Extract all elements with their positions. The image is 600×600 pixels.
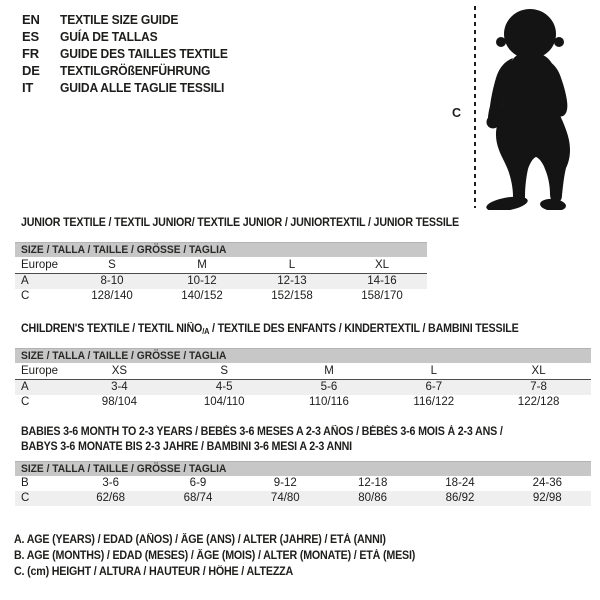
size-cell: XS xyxy=(111,365,128,377)
value-cell: 18-24 xyxy=(445,477,475,489)
footnote-a xyxy=(14,532,445,548)
value-cell: 116/122 xyxy=(413,396,455,408)
value-cell: 3-6 xyxy=(102,477,119,489)
value-cell: 6-7 xyxy=(425,381,443,393)
row-label: C xyxy=(21,396,30,408)
value-cell: 14-16 xyxy=(367,275,397,287)
size-cell: XL xyxy=(531,365,546,377)
babies-title-line1: BABIES 3-6 MONTH TO 2-3 YEARS / BEBÉS 3-6 MESES A 2-3 AÑOS / BÉBÉS 3-6 MOIS À 2-3 ANS / xyxy=(21,426,503,438)
value-cell: 86/92 xyxy=(445,492,475,504)
lang-code: EN xyxy=(22,12,40,27)
value-cell: 92/98 xyxy=(532,492,562,504)
value-cell: 12-18 xyxy=(357,477,388,489)
value-cell: 10-12 xyxy=(187,275,217,287)
value-cell: 6-9 xyxy=(189,477,207,489)
value-cell: 80/86 xyxy=(358,492,388,504)
junior-size-table xyxy=(15,242,427,304)
children-title-text xyxy=(21,323,519,336)
lang-title: GUIDA ALLE TAGLIE TESSILI xyxy=(60,80,225,95)
children-section-title xyxy=(21,323,556,336)
value-cell: 7-8 xyxy=(530,381,547,393)
children-title-sub: /A xyxy=(202,327,210,336)
size-header-text: SIZE / TALLA / TAILLE / GRÖSSE / TAGLIA xyxy=(21,244,227,256)
table-row xyxy=(15,395,591,410)
size-header-text: SIZE / TALLA / TAILLE / GRÖSSE / TAGLIA xyxy=(21,350,227,362)
value-cell: 68/74 xyxy=(183,492,213,504)
lang-row-de xyxy=(22,62,240,79)
lang-title: GUÍA DE TALLAS xyxy=(60,29,158,44)
row-label: A xyxy=(21,381,29,393)
babies-size-table xyxy=(15,461,591,506)
value-cell: 74/80 xyxy=(270,492,300,504)
table-row xyxy=(15,274,427,289)
footnote-c-text: C. (cm) HEIGHT / ALTURA / HAUTEUR / HÖHE / ALTEZZA xyxy=(14,566,294,578)
row-label: Europe xyxy=(21,365,59,377)
footnotes xyxy=(14,532,445,580)
value-cell: 104/110 xyxy=(203,396,245,408)
table-row xyxy=(15,257,427,274)
lang-row-fr xyxy=(22,45,240,62)
size-cell: S xyxy=(220,365,229,377)
value-cell: 62/68 xyxy=(96,492,126,504)
row-label: B xyxy=(21,477,29,489)
table-row xyxy=(15,289,427,304)
size-cell: L xyxy=(288,259,296,271)
value-cell: 152/158 xyxy=(271,290,313,302)
table-row xyxy=(15,476,591,491)
value-cell: 98/104 xyxy=(101,396,137,408)
row-label: C xyxy=(21,492,30,504)
lang-code: IT xyxy=(22,80,34,95)
size-cell: M xyxy=(324,365,334,377)
height-dashed-line xyxy=(474,6,476,208)
row-label: C xyxy=(21,290,30,302)
lang-code: FR xyxy=(22,46,39,61)
lang-row-it xyxy=(22,79,240,96)
value-cell: 8-10 xyxy=(100,275,124,287)
lang-row-en xyxy=(22,11,240,28)
language-title-list xyxy=(22,11,240,96)
value-cell: 128/140 xyxy=(91,290,133,302)
footnote-b-text: B. AGE (MONTHS) / EDAD (MESES) / ÂGE (MOIS) / ALTER (MONATE) / ETÀ (MESI) xyxy=(14,550,416,562)
size-cell: L xyxy=(430,365,437,377)
value-cell: 122/128 xyxy=(517,396,560,408)
lang-row-es xyxy=(22,28,240,45)
footnote-c xyxy=(14,564,445,580)
value-cell: 9-12 xyxy=(273,477,297,489)
toddler-silhouette xyxy=(483,6,575,210)
row-label: Europe xyxy=(21,259,59,271)
lang-title: GUIDE DES TAILLES TEXTILE xyxy=(60,46,228,61)
lang-code: ES xyxy=(22,29,39,44)
babies-title-line2: BABYS 3-6 MONATE BIS 2-3 JAHRE / BAMBINI 3-6 MESI A 2-3 ANNI xyxy=(21,441,352,453)
table-row xyxy=(15,491,591,506)
footnote-a-text: A. AGE (YEARS) / EDAD (AÑOS) / ÂGE (ANS) / ALTER (JAHRE) / ETÀ (ANNI) xyxy=(14,534,386,546)
row-label: A xyxy=(21,275,29,287)
size-header-bar xyxy=(15,242,427,257)
size-header-bar xyxy=(15,461,591,476)
value-cell: 140/152 xyxy=(181,290,223,302)
height-marker-label: C xyxy=(452,106,462,120)
lang-title: TEXTILGRÖßENFÜHRUNG xyxy=(60,63,211,78)
table-row xyxy=(15,363,591,380)
value-cell: 24-36 xyxy=(532,477,563,489)
footnote-b xyxy=(14,548,445,564)
lang-code: DE xyxy=(22,63,40,78)
size-header-text: SIZE / TALLA / TAILLE / GRÖSSE / TAGLIA xyxy=(21,463,227,475)
babies-section-title xyxy=(21,425,539,455)
value-cell: 4-5 xyxy=(215,381,233,393)
table-row xyxy=(15,380,591,395)
junior-section-title xyxy=(21,217,492,229)
size-cell: M xyxy=(197,259,207,271)
children-title-prefix: CHILDREN'S TEXTILE / TEXTIL NIÑO xyxy=(21,323,203,335)
junior-title-text: JUNIOR TEXTILE / TEXTIL JUNIOR/ TEXTILE JUNIOR / JUNIORTEXTIL / JUNIOR TESSILE xyxy=(21,217,459,229)
children-title-suffix: / TEXTILE DES ENFANTS / KINDERTEXTIL / BAMBINI TESSILE xyxy=(209,323,519,335)
value-cell: 5-6 xyxy=(320,381,338,393)
value-cell: 3-4 xyxy=(111,381,128,393)
children-size-table xyxy=(15,348,591,410)
size-cell: XL xyxy=(374,259,390,271)
size-header-bar xyxy=(15,348,591,363)
value-cell: 12-13 xyxy=(277,275,307,287)
value-cell: 158/170 xyxy=(361,290,403,302)
size-cell: S xyxy=(108,259,116,271)
lang-title: TEXTILE SIZE GUIDE xyxy=(60,12,179,27)
value-cell: 110/116 xyxy=(309,396,349,408)
